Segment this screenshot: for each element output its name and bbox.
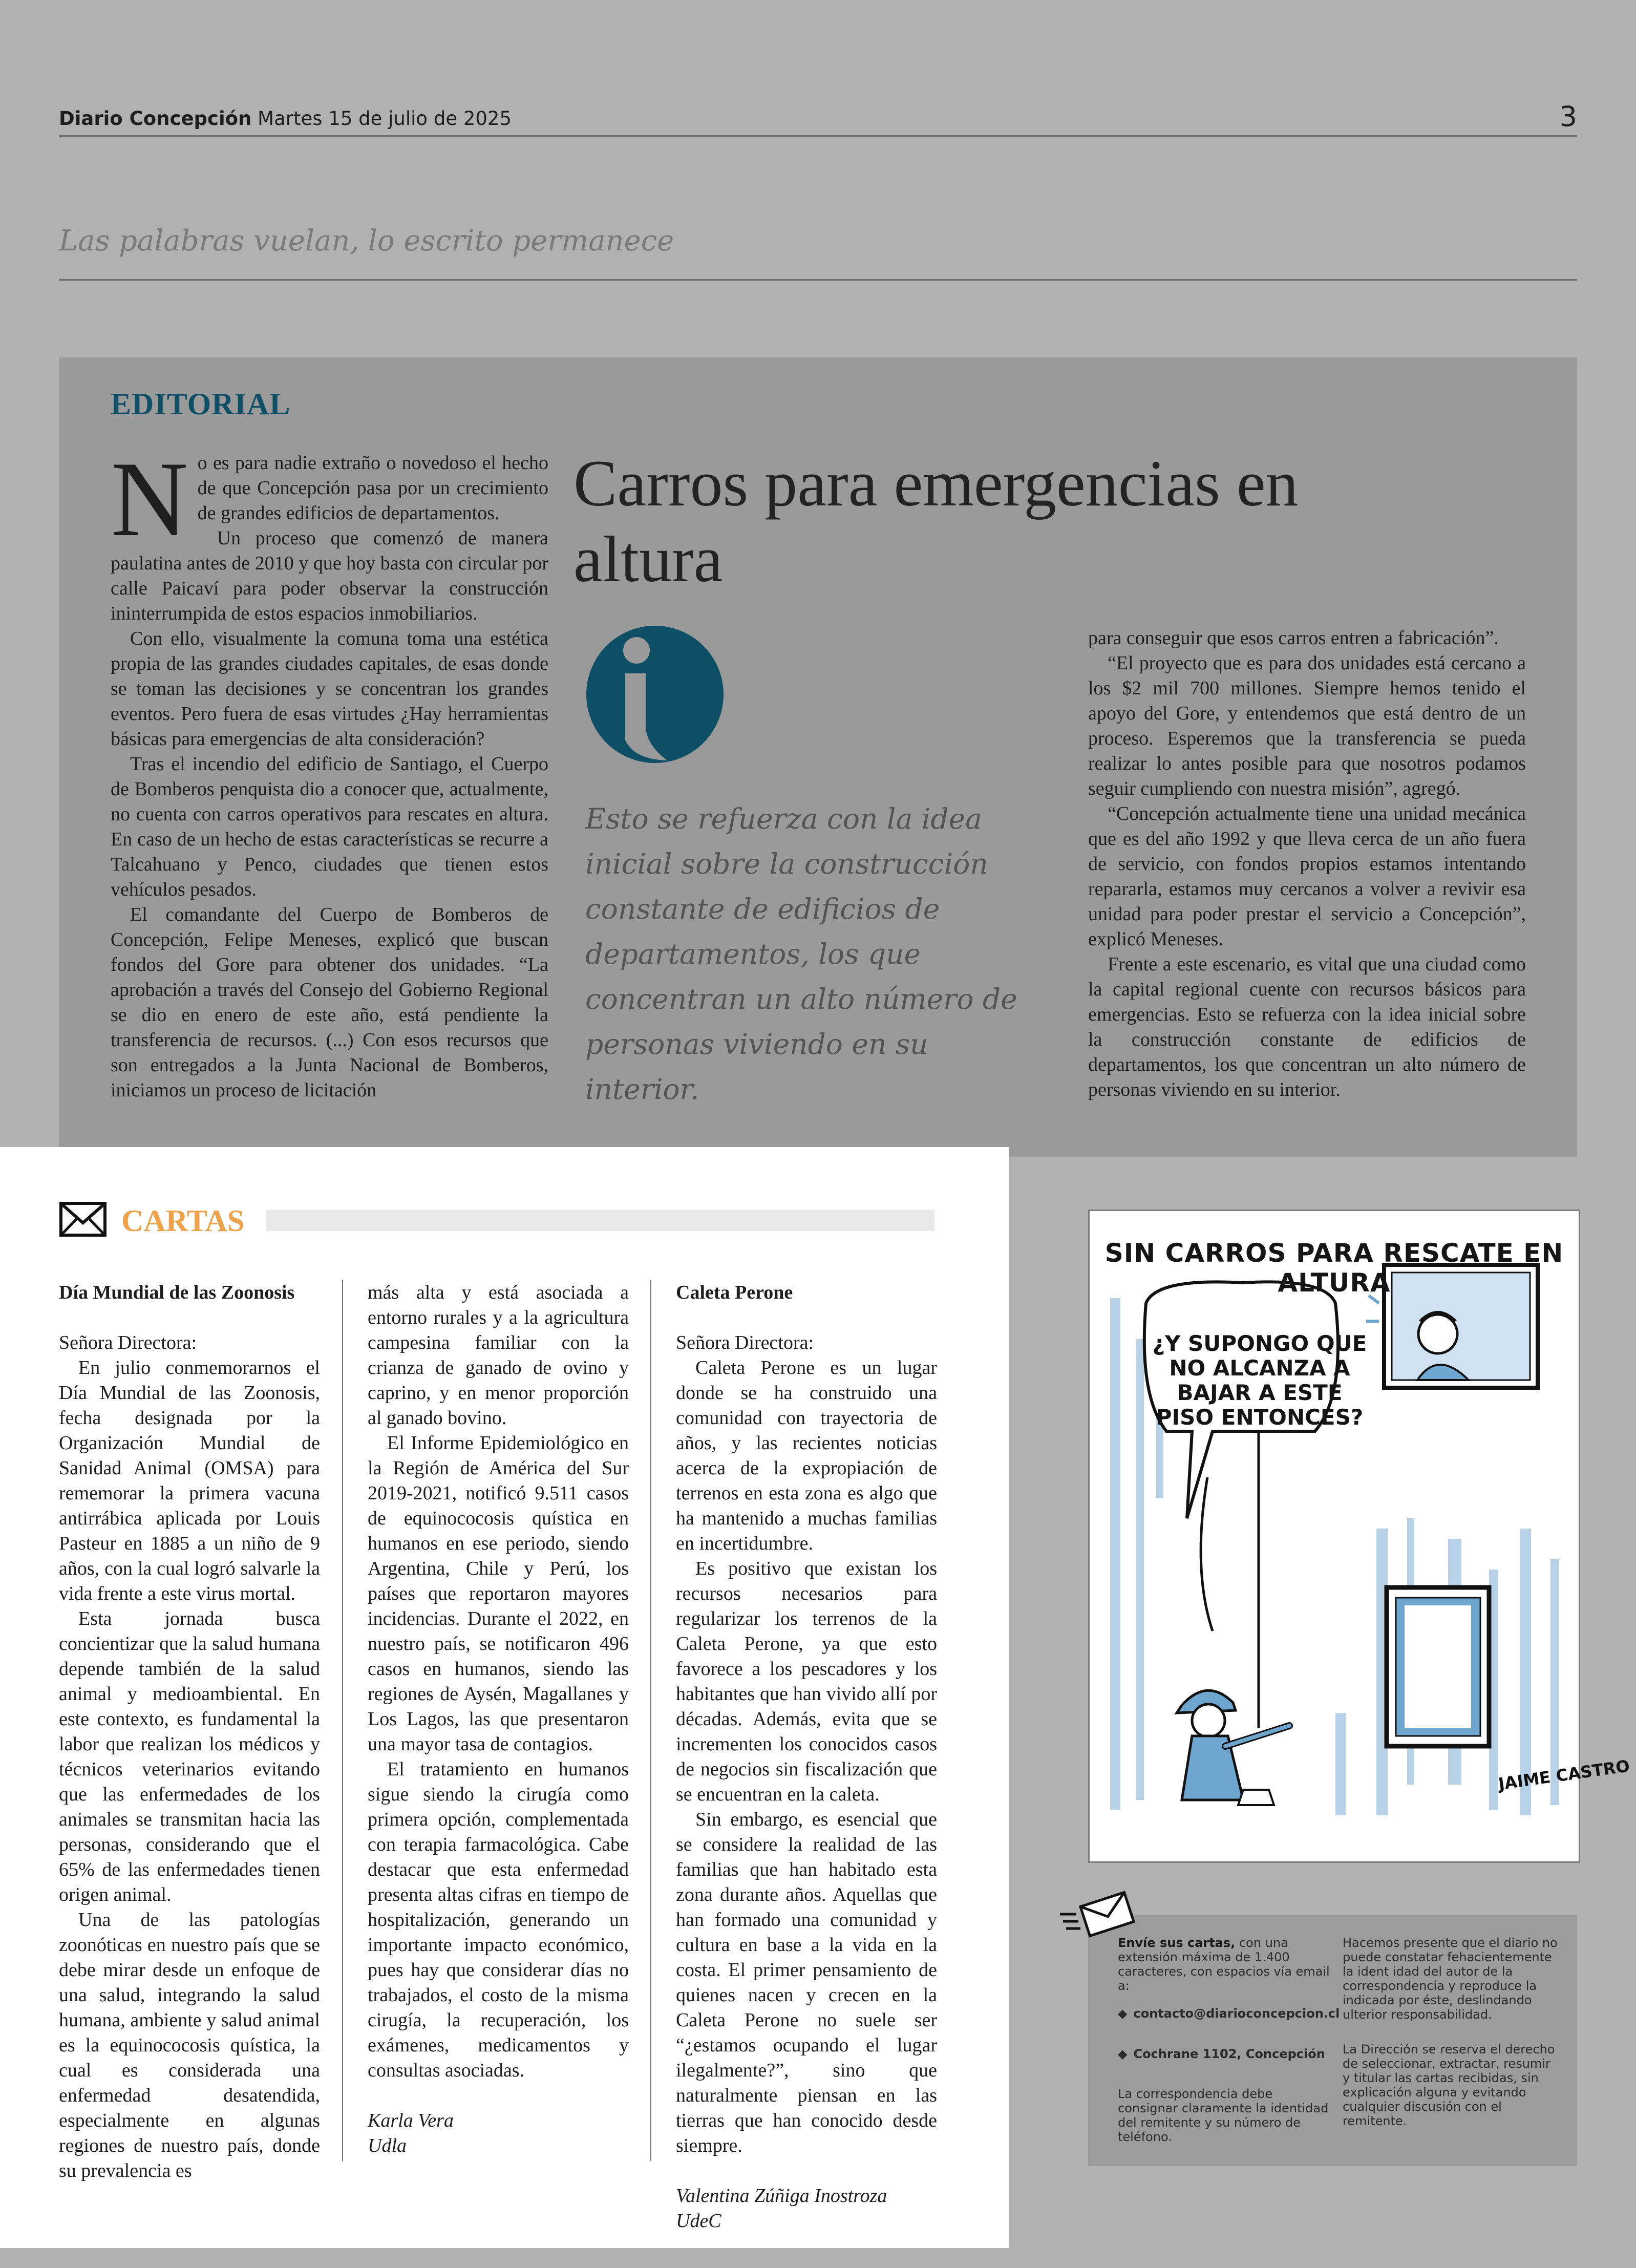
letter-salutation: Señora Directora: [676, 1332, 814, 1353]
section-tagline: Las palabras vuelan, lo escrito permanece [59, 224, 674, 258]
info-icon [585, 622, 725, 767]
letter-title: Día Mundial de las Zoonosis [59, 1282, 295, 1303]
editorial-paragraph: para conseguir que esos carros entren a fabricación”. [1088, 627, 1499, 649]
issue-date: Martes 15 de julio de 2025 [258, 108, 512, 130]
cartoon-signature: JAIME CASTRO [1497, 1756, 1631, 1794]
letter-zoonosis-column-2 [368, 1280, 629, 2158]
editorial-paragraph: “El proyecto que es para dos unidades está cercano a los $2 mil 700 millones. Siempre hemos tenido el apoyo del Gore, y entendemos que está dentro de un proceso. Esperemos que la transferencia se pueda realizar lo antes posible para que nosotros podamos seguir cumpliendo con nuestra misión”, agregó. [1088, 652, 1526, 799]
submission-instructions-bold: Envíe sus cartas, [1118, 1936, 1236, 1950]
page-number: 3 [1559, 100, 1577, 133]
submission-instructions-text: con una extensión máxima de 1.400 caracteres, con espacios vía email a: [1118, 1936, 1330, 1993]
letter-signature-name: Karla Vera [368, 2110, 454, 2131]
submission-instructions [1118, 1936, 1333, 1993]
editorial-paragraph: “Concepción actualmente tiene una unidad mecánica que es del año 1992 y que lleva cerca de un año fuera de servicio, con fondos propios estamos intentando repararla, estamos muy cercanos a volver a revivir esa unidad para poder prestar el servicio a Concepción”, explicó Meneses. [1088, 803, 1526, 950]
cartoon-illustration [1090, 1211, 1631, 1861]
cartoon-title: SIN CARROS PARA RESCATE EN ALTURA [1104, 1238, 1564, 1298]
letter-caleta-perone [676, 1280, 937, 2234]
letter-paragraph: El tratamiento en humanos sigue siendo la cirugía como primera opción, complementada con terapia farmacológica. Cabe destacar que esta enfermedad presenta altas cifras en tiempo de hospitalización, generando un importante impacto económico, pues hay que considerar días no trabajados, el costo de la misma cirugía, la recuperación, los exámenes, medicamentos y consultas asociadas. [368, 1758, 629, 2081]
letter-title: Caleta Perone [676, 1282, 793, 1303]
letter-paragraph: más alta y está asociada a entorno rurales y a la agricultura campesina familiar con la crianza de ganado de ovino y caprino, y en menor proporción al ganado bovino. [368, 1282, 629, 1429]
editorial-paragraph: Frente a este escenario, es vital que una ciudad como la capital regional cuente con recursos básicos para emergencias. Esto se refuerza con la idea inicial sobre la construcción constante de edificios de departamentos, los que concentran un alto número de personas viviendo en su interior. [1088, 953, 1526, 1100]
editorial-column-3 [1088, 626, 1526, 1103]
editorial-first-paragraph [111, 440, 548, 559]
letter-paragraph: Caleta Perone es un lugar donde se ha construido una comunidad con trayectoria de años, y las recientes noticias acerca de la expropiación de terrenos en esta zona es algo que ha mantenido a muchas familias en incertidumbre. [676, 1357, 937, 1554]
letter-salutation: Señora Directora: [59, 1332, 197, 1353]
pull-quote: Esto se refuerza con la idea inicial sobre la construcción constante de edificios de departamentos, los que concentran un alto número de personas viviendo en su interior. [585, 802, 1017, 1106]
editorial-column-1 [111, 440, 548, 1103]
letter-paragraph: En julio conmemorarnos el Día Mundial de las Zoonosis, fecha designada por la Organización Mundial de Sanidad Animal (OMSA) para rememorar la primera vacuna antirrábica aplicada por Louis Pasteur en 1885 a un niño de 9 años, con la cual logró salvarle la vida frente a este virus mortal. [59, 1357, 320, 1604]
flying-envelope-icon [1056, 1889, 1138, 1940]
cartoon-speech-bubble: ¿Y SUPONGO QUE NO ALCANZA A BAJAR A ESTE PISO ENTONCES? [1152, 1331, 1367, 1430]
identity-note: La correspondencia debe consignar claramente la identidad del remitente y su número de teléfono. [1118, 2087, 1329, 2144]
letter-paragraph: Una de las patologías zoonóticas en nuestro país que se debe mirar desde un enfoque de una salud, integrando la salud humana, ambiente y salud animal es la equinococosis quística, la cual es considerada una enfermedad desatendida, especialmente en algunas regiones de nuestro país, donde su prevalencia es [59, 1909, 320, 2181]
editorial-paragraph: Tras el incendio del edificio de Santiago, el Cuerpo de Bomberos penquista dio a conocer que, actualmente, no cuenta con carros operativos para rescates en altura. En caso de un hecho de estas características se recurre a Talcahuano y Penco, ciudades que tienen estos vehículos pesados. [111, 753, 548, 900]
letter-paragraph: Es positivo que existan los recursos necesarios para regularizar los terrenos de la Caleta Perone, ya que esto favorece a los pescadores y los habitantes que han vivido allí por décadas. Además, evita que se incrementen los conocidos casos de negocios sin fiscalización que se encuentran en la caleta. [676, 1558, 937, 1805]
letter-paragraph: El Informe Epidemiológico en la Región de América del Sur 2019-2021, notificó 9.511 casos de equinococosis quística en humanos en ese periodo, siendo Argentina, Chile y Perú, los países que reportaron mayores incidencias. Durante el 2022, en nuestro país, se notificaron 496 casos en humanos, siendo las regiones de Aysén, Magallanes y Los Lagos, las que presentaron una mayor tasa de contagios. [368, 1432, 629, 1755]
editorial-paragraph: El comandante del Cuerpo de Bomberos de Concepción, Felipe Meneses, explicó que buscan fondos del Gore para obtener dos unidades. “La aprobación a través del Consejo del Gobierno Regional se dio en enero de este año, está pendiente la transferencia de recursos. (...) Con esos recursos que son entregados a la Junta Nacional de Bomberos, iniciamos un proceso de licitación [111, 904, 548, 1101]
column-divider [650, 1280, 651, 2161]
cartas-header-bar [266, 1210, 934, 1231]
letter-signature-org: Udla [368, 2135, 407, 2156]
page-header [59, 108, 512, 130]
tagline-divider [59, 279, 1577, 281]
cartas-label: CARTAS [121, 1204, 245, 1238]
drop-cap: N [111, 440, 188, 559]
letter-signature-name: Valentina Zúñiga Inostroza [676, 2185, 887, 2207]
editorial-paragraph: Un proceso que comenzó de manera paulatina antes de 2010 y que hoy basta con circular por calle Paicaví para poder observar la construcción ininterrumpida de estos espacios inmobiliarios. [111, 527, 548, 624]
diamond-bullet-icon: ◆ [1118, 2006, 1128, 2021]
contact-email-text: contacto@diarioconcepcion.cl [1133, 2006, 1340, 2021]
responsibility-note: Hacemos presente que el diario no puede constatar fehacientemente la ident idad del autor de la correspondencia y reproduce la indicada por éste, deslindando ulterior responsabilidad. [1343, 1936, 1558, 2022]
letter-paragraph: Esta jornada busca concientizar que la salud humana depende también de la salud animal y medioambiental. En este contexto, es fundamental la labor que realizan los médicos y técnicos veterinarios evitando que las enfermedades de los animales se transmitan hacia las personas, considerando que el 65% de las enfermedades tienen origen animal. [59, 1608, 320, 1905]
envelope-icon [59, 1201, 107, 1237]
diamond-bullet-icon: ◆ [1118, 2047, 1128, 2061]
letter-zoonosis-column-1 [59, 1280, 320, 2184]
contact-address-text: Cochrane 1102, Concepción [1133, 2047, 1325, 2061]
header-divider [59, 135, 1577, 137]
editorial-rights-note: La Dirección se reserva el derecho de seleccionar, extractar, resumir y titular las cartas recibidas, sin explicación alguna y evitando cualquier discusión con el remitente. [1343, 2042, 1555, 2128]
newspaper-name: Diario Concepción [59, 108, 252, 130]
letter-paragraph: Sin embargo, es esencial que se considere la realidad de las familias que han habitado esta zona durante años. Aquellas que han formado una comunidad y cultura en base a la vida en la costa. El primer pensamiento de quienes nacen y crecen en la Caleta Perone no suele ser “¿estamos ocupando el lugar ilegalmente?”, sino que naturalmente piensan en las tierras que han conocido desde siempre. [676, 1809, 937, 2156]
column-divider [342, 1280, 343, 2161]
editorial-label: EDITORIAL [111, 387, 291, 421]
editorial-paragraph: Con ello, visualmente la comuna toma una estética propia de las grandes ciudades capitales, de esas donde se toman las decisiones y se concentran los grandes eventos. Pero fuera de esas virtudes ¿Hay herramientas básicas para emergencias de alta consideración? [111, 628, 548, 750]
editorial-title: Carros para emergencias en altura [573, 447, 1299, 596]
contact-address [1118, 2047, 1325, 2061]
first-paragraph-text: o es para nadie extraño o novedoso el hecho de que Concepción pasa por un crecimiento de grandes edificios de departamentos. [197, 452, 548, 524]
contact-email[interactable] [1118, 2006, 1340, 2021]
letter-signature-org: UdeC [676, 2210, 721, 2232]
